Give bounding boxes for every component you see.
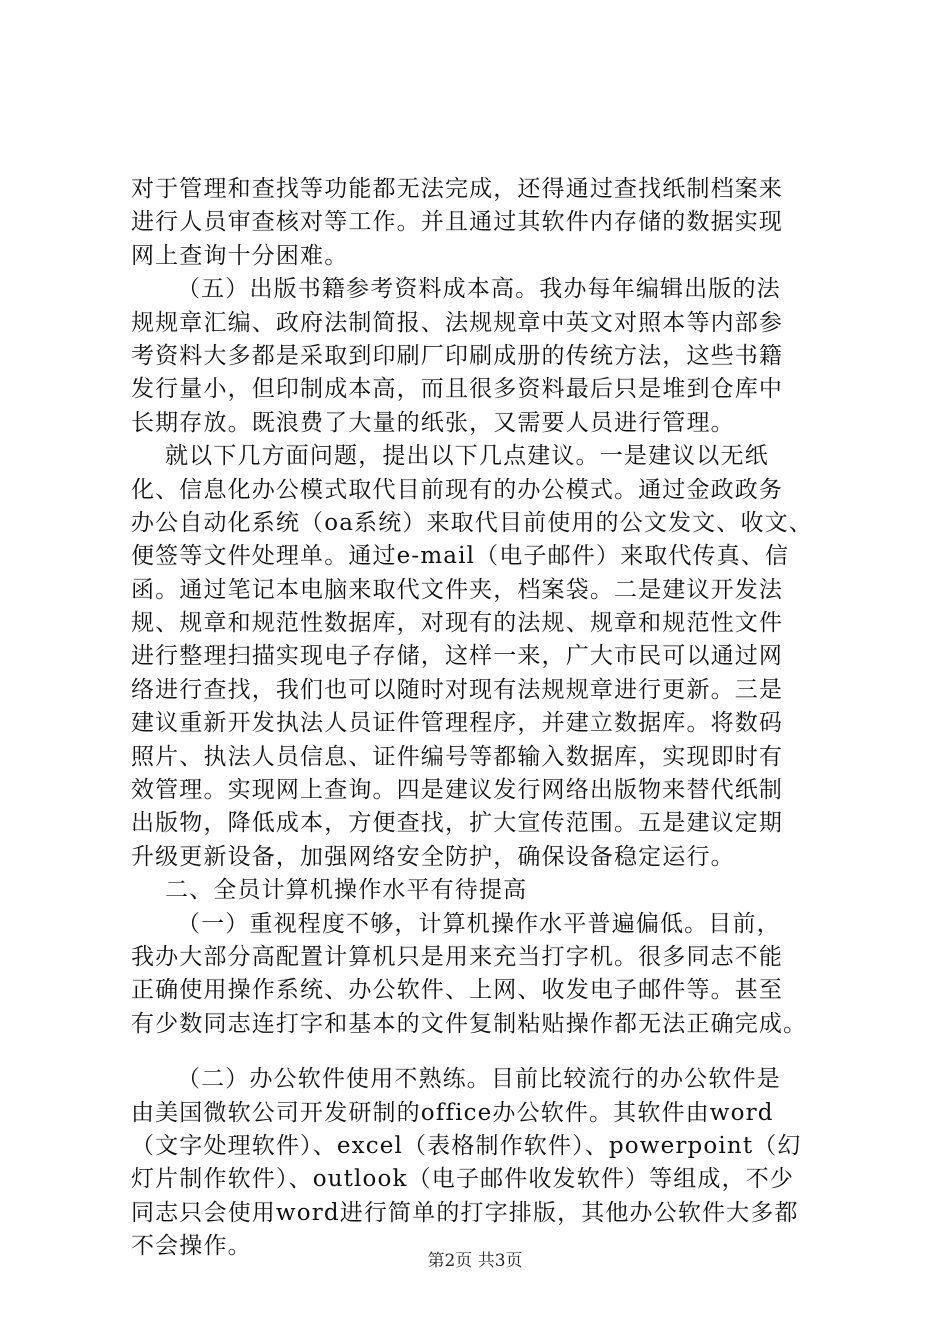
text-line: 化、信息化办公模式取代目前现有的办公模式。通过金政政务 [131, 476, 784, 503]
text-line: （文字处理软件）、excel（表格制作软件）、powerpoint（幻 [131, 1132, 802, 1159]
text-line: （二）办公软件使用不熟练。目前比较流行的办公软件是 [177, 1066, 781, 1093]
text-line: 二、全员计算机操作水平有待提高 [165, 877, 528, 904]
text-line: 出版物，降低成本，方便查找，扩大宣传范围。五是建议定期 [131, 810, 784, 837]
text-line: 进行人员审查核对等工作。并且通过其软件内存储的数据实现 [131, 209, 784, 236]
text-line: 正确使用操作系统、办公软件、上网、收发电子邮件等。甚至 [131, 977, 784, 1004]
text-line: 网上查询十分困难。 [131, 242, 349, 269]
text-line: 照片、执法人员信息、证件编号等都输入数据库，实现即时有 [131, 743, 784, 770]
text-line: （五）出版书籍参考资料成本高。我办每年编辑出版的法 [177, 276, 781, 303]
text-line: 效管理。实现网上查询。四是建议发行网络出版物来替代纸制 [131, 777, 784, 804]
text-line: 有少数同志连打字和基本的文件复制粘贴操作都无法正确完成。 [131, 1010, 808, 1037]
page-number: 第2页 共3页 [427, 1251, 523, 1271]
text-line: 同志只会使用word进行简单的打字排版，其他办公软件大多都 [131, 1199, 799, 1226]
text-line: 规、规章和规范性数据库，对现有的法规、规章和规范性文件 [131, 610, 784, 637]
text-line: 建议重新开发执法人员证件管理程序，并建立数据库。将数码 [131, 710, 784, 737]
text-line: 就以下几方面问题，提出以下几点建议。一是建议以无纸 [165, 443, 769, 470]
text-line: 规规章汇编、政府法制简报、法规规章中英文对照本等内部参 [131, 309, 784, 336]
text-line: 升级更新设备，加强网络安全防护，确保设备稳定运行。 [131, 843, 735, 870]
text-line: 不会操作。 [131, 1233, 252, 1260]
paragraph-gap [131, 1041, 831, 1063]
text-line: 函。通过笔记本电脑来取代文件夹，档案袋。二是建议开发法 [131, 576, 784, 603]
text-line: 对于管理和查找等功能都无法完成，还得通过查找纸制档案来 [131, 176, 784, 202]
text-line: （一）重视程度不够，计算机操作水平普遍偏低。目前， [177, 910, 781, 937]
text-line: 办公自动化系统（oa系统）来取代目前使用的公文发文、收文、 [131, 509, 813, 536]
text-line: 我办大部分高配置计算机只是用来充当打字机。很多同志不能 [131, 943, 784, 970]
page-footer [0, 1246, 950, 1271]
document-body [131, 173, 831, 1264]
text-line: 发行量小，但印制成本高，而且很多资料最后只是堆到仓库中 [131, 376, 784, 403]
text-line: 灯片制作软件）、outlook（电子邮件收发软件）等组成，不少 [131, 1166, 795, 1193]
text-line: 进行整理扫描实现电子存储，这样一来，广大市民可以通过网 [131, 643, 784, 670]
text-line: 便签等文件处理单。通过e-mail（电子邮件）来取代传真、信 [131, 543, 790, 570]
text-line: 考资料大多都是采取到印刷厂印刷成册的传统方法，这些书籍 [131, 342, 784, 369]
text-line: 络进行查找，我们也可以随时对现有法规规章进行更新。三是 [131, 676, 784, 703]
text-line: 长期存放。既浪费了大量的纸张，又需要人员进行管理。 [131, 409, 735, 436]
text-line: 由美国微软公司开发研制的office办公软件。其软件由word [131, 1099, 774, 1126]
